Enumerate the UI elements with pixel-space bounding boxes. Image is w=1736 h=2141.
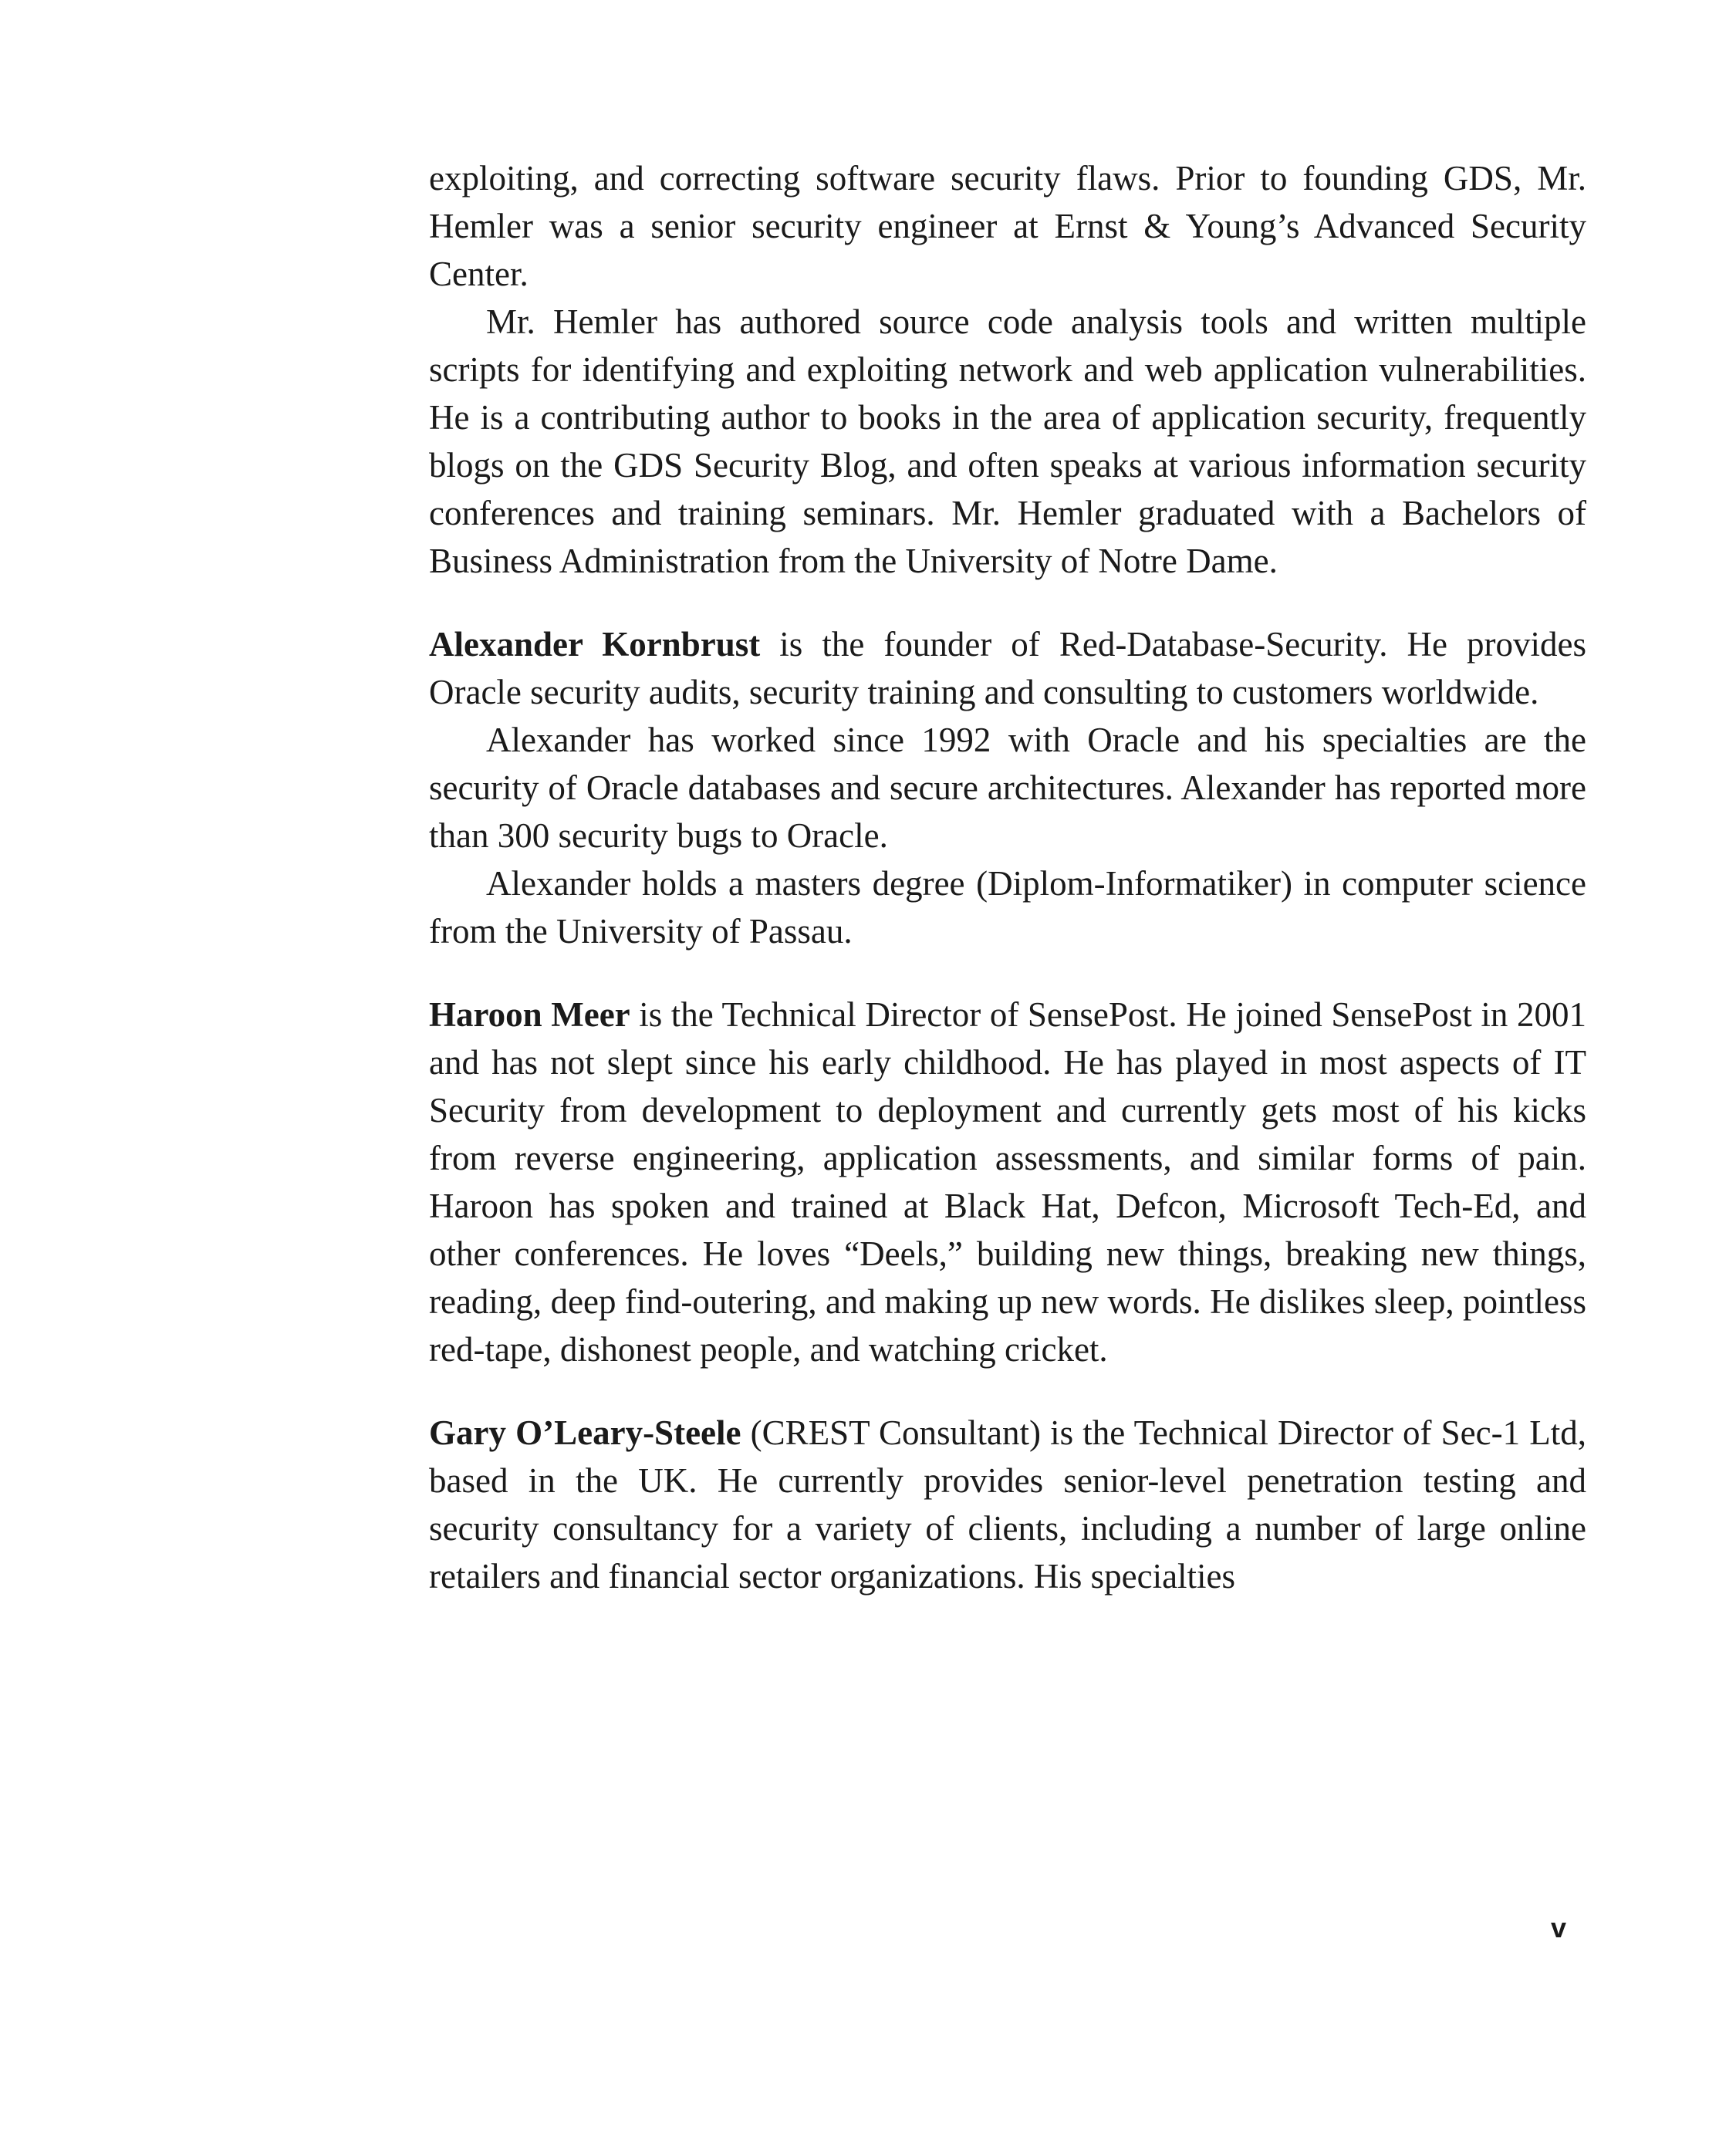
paragraph-text: is the Technical Director of SensePost. He joined SensePost in 2001 and has not slept since his early childhood. He has played in most aspects of IT Security from development to deployment and currently gets most of his kicks from reverse engineering, application assessments, and similar forms of pain. Haroon has spoken and trained at Black Hat, Defcon, Microsoft Tech-Ed, and other conferences. He loves “Deels,” building new things, breaking new things, reading, deep find-outering, and making up new words. He dislikes sleep, pointless red-tape, dishonest people, and watching cricket. — [429, 995, 1586, 1369]
paragraph-hemler-intro — [429, 154, 1586, 298]
author-name: Gary O’Leary-Steele — [429, 1413, 741, 1452]
page-number: v — [1551, 1912, 1567, 1943]
paragraph-meer-bio — [429, 991, 1586, 1373]
text-column — [429, 154, 1586, 1600]
paragraph-text: exploiting, and correcting software security flaws. Prior to founding GDS, Mr. Hemler was a senior security engineer at Ernst & Young’s Advanced Security Center. — [429, 159, 1586, 293]
paragraph-oleary-steele-bio — [429, 1409, 1586, 1600]
paragraph-hemler-details — [429, 298, 1586, 585]
paragraph-text: Alexander has worked since 1992 with Oracle and his specialties are the security of Oracle databases and secure architectures. Alexander has reported more than 300 security bugs to Oracle. — [429, 721, 1586, 855]
paragraph-text: Alexander holds a masters degree (Diplom-Informatiker) in computer science from the University of Passau. — [429, 864, 1586, 951]
paragraph-kornbrust-education — [429, 859, 1586, 955]
paragraph-kornbrust-experience — [429, 716, 1586, 859]
paragraph-text: is the founder of Red-Database-Security. He provides Oracle security audits, security training and consulting to customers worldwide. — [429, 625, 1586, 711]
author-name: Alexander Kornbrust — [429, 625, 761, 664]
paragraph-text: (CREST Consultant) is the Technical Director of Sec-1 Ltd, based in the UK. He currently provides senior-level penetration testing and security consultancy for a variety of clients, including a number of large online retailers and financial sector organizations. His specialties — [429, 1413, 1587, 1596]
paragraph-text: Mr. Hemler has authored source code analysis tools and written multiple scripts for identifying and exploiting network and web application vulnerabilities. He is a contributing author to books in the area of application security, frequently blogs on the GDS Security Blog, and often speaks at various information security conferences and training seminars. Mr. Hemler graduated with a Bachelors of Business Administration from the University of Notre Dame. — [429, 302, 1586, 580]
author-name: Haroon Meer — [429, 995, 630, 1034]
paragraph-kornbrust-bio — [429, 620, 1586, 716]
